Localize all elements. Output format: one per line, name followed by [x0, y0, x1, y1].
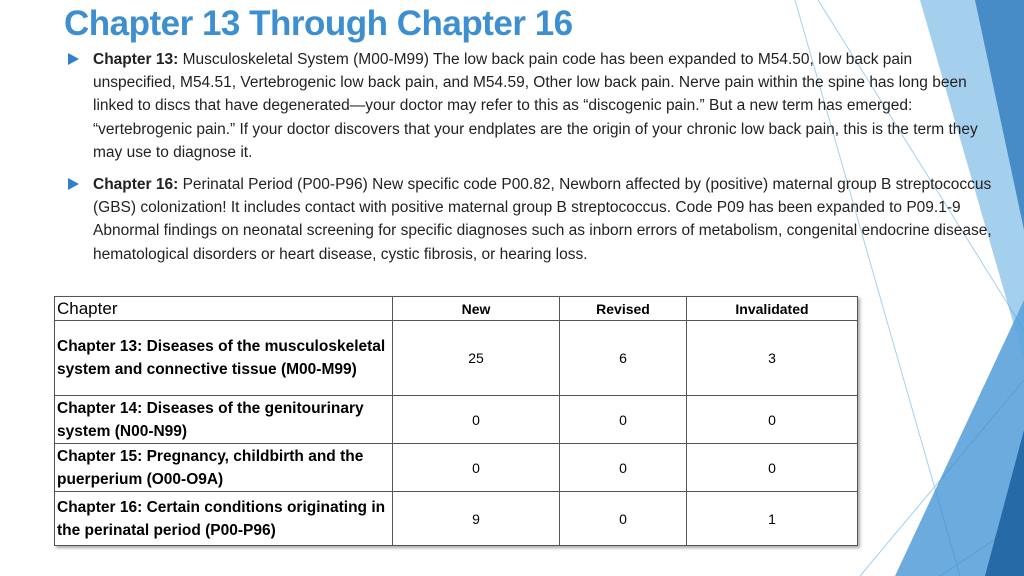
new-cell: 25 [393, 321, 560, 396]
arrow-bullet-icon [68, 178, 79, 190]
header-revised: Revised [560, 297, 687, 321]
chapter-cell: Chapter 15: Pregnancy, childbirth and the puerperium (O00-O9A) [55, 444, 393, 492]
bullet-body: Perinatal Period (P00-P96) New specific code P00.82, Newborn affected by (positive) maternal group B streptococcus (GBS) colonization! It includes contact with positive maternal group B streptococcus. Code P09 has been expanded to P09.1-9 Abnormal findings on neonatal screening for specific diagnoses such as inborn errors of metabolism, congenital endocrine disease, hematological disorders or heart disease, cystic fibrosis, or hearing loss. [93, 176, 992, 263]
new-cell: 9 [393, 492, 560, 546]
header-invalidated: Invalidated [687, 297, 858, 321]
new-cell: 0 [393, 396, 560, 444]
table-row [55, 444, 858, 492]
bullet-label: Chapter 16: [93, 176, 179, 193]
slide-title: Chapter 13 Through Chapter 16 [64, 4, 573, 43]
invalidated-cell: 0 [687, 396, 858, 444]
revised-cell: 0 [560, 492, 687, 546]
bullet-body: Musculoskeletal System (M00-M99) The low back pain code has been expanded to M54.50, low back pain unspecified, M54.51, Vertebrogenic low back pain, and M54.59, Other low back pain. Nerve pain within the spine has long been linked to discs that have degenerated—your doctor may refer to this as “discogenic pain.” But a new term has emerged: “vertebrogenic pain.” If your doctor discovers that your endplates are the origin of your chronic low back pain, this is the term they may use to diagnose it. [93, 51, 978, 161]
chapter-cell: Chapter 16: Certain conditions originating in the perinatal period (P00-P96) [55, 492, 393, 546]
table-row [55, 492, 858, 546]
table-header-row [55, 297, 858, 321]
chapter-cell: Chapter 14: Diseases of the genitourinary system (N00-N99) [55, 396, 393, 444]
bullet-text [93, 173, 998, 266]
new-cell: 0 [393, 444, 560, 492]
table-row [55, 396, 858, 444]
invalidated-cell: 1 [687, 492, 858, 546]
arrow-bullet-icon [68, 53, 79, 65]
invalidated-cell: 3 [687, 321, 858, 396]
bullet-text [93, 48, 998, 164]
codes-table [54, 296, 858, 546]
invalidated-cell: 0 [687, 444, 858, 492]
chapter-cell: Chapter 13: Diseases of the musculoskeletal system and connective tissue (M00-M99) [55, 321, 393, 396]
header-new: New [393, 297, 560, 321]
revised-cell: 0 [560, 396, 687, 444]
header-chapter: Chapter [55, 297, 393, 321]
revised-cell: 0 [560, 444, 687, 492]
table-row [55, 321, 858, 396]
revised-cell: 6 [560, 321, 687, 396]
bullet-label: Chapter 13: [93, 51, 179, 68]
